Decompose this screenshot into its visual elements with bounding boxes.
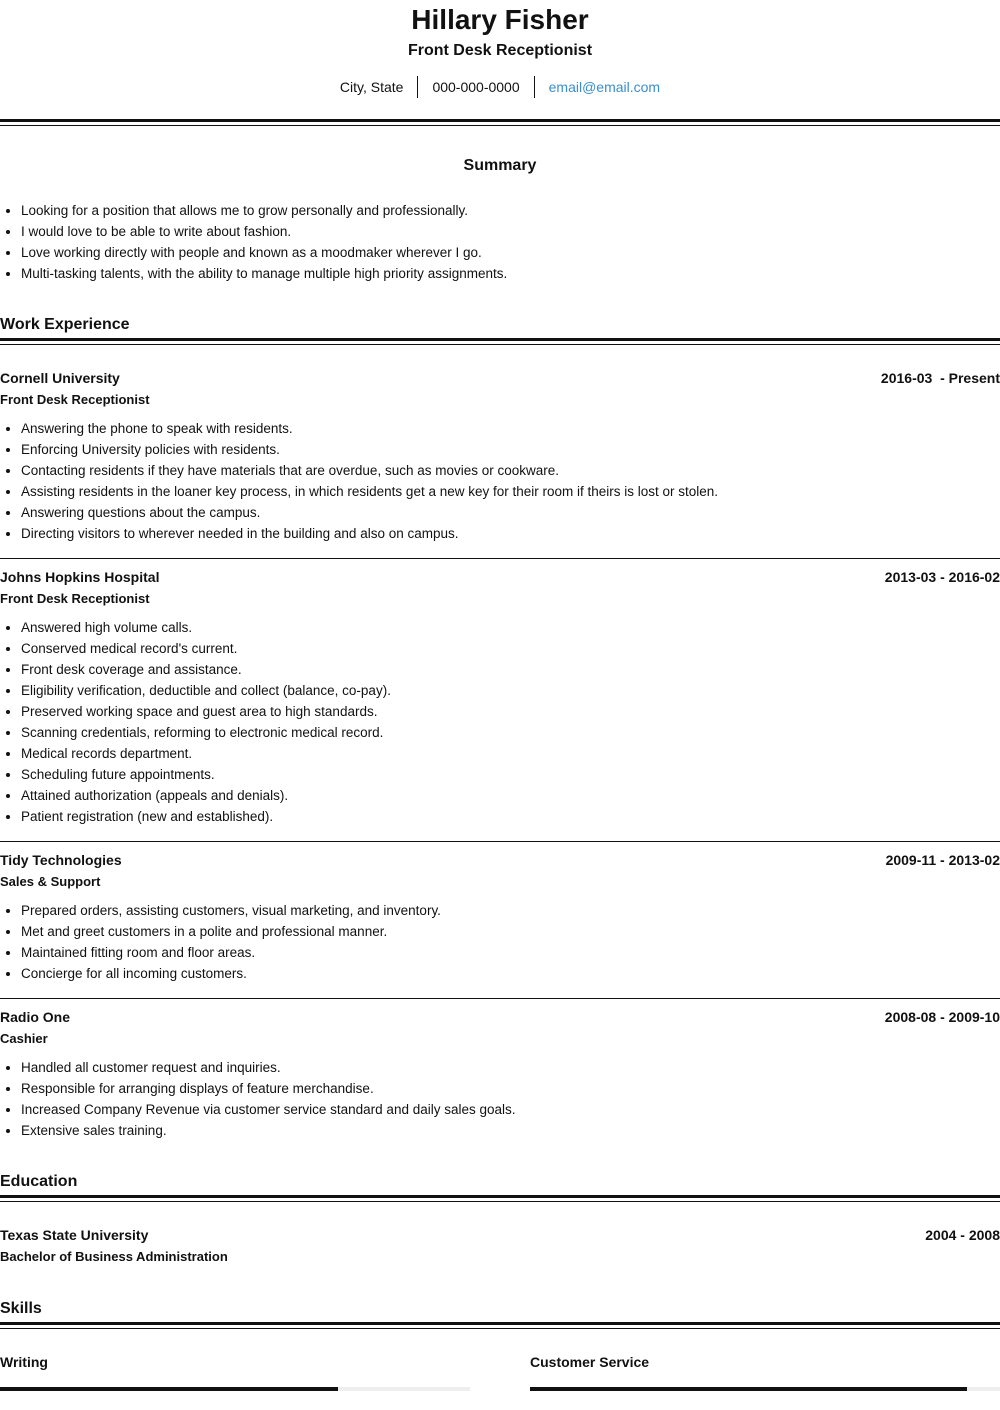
- job-role: Sales & Support: [0, 874, 101, 889]
- job-duty: • Answering questions about the campus.: [21, 502, 718, 523]
- job-duty: • Enforcing University policies with residents.: [21, 439, 718, 460]
- candidate-name: Hillary Fisher: [411, 4, 589, 35]
- education-degree: Bachelor of Business Administration: [0, 1249, 228, 1264]
- email-link[interactable]: email@email.com: [548, 79, 661, 95]
- job-duty: • Eligibility verification, deductible and collect (balance, co-pay).: [21, 680, 391, 701]
- summary-list: [21, 200, 507, 284]
- job-duty: • Scheduling future appointments.: [21, 764, 391, 785]
- job-duties-list: [21, 418, 718, 544]
- job-duty: • Maintained fitting room and floor areas.: [21, 942, 441, 963]
- candidate-title: Front Desk Receptionist: [407, 42, 593, 59]
- job-duty: • Increased Company Revenue via customer service standard and daily sales goals.: [21, 1099, 516, 1120]
- experience-divider: [0, 338, 1000, 345]
- job-role: Front Desk Receptionist: [0, 392, 150, 407]
- job-duties-list: [21, 1057, 516, 1141]
- job-organization: Johns Hopkins Hospital: [0, 569, 160, 585]
- summary-item: • Love working directly with people and known as a moodmaker wherever I go.: [21, 242, 507, 263]
- header-divider: [0, 119, 1000, 126]
- job-duty: • Contacting residents if they have materials that are overdue, such as movies or cookware.: [21, 460, 718, 481]
- job-duty: • Conserved medical record's current.: [21, 638, 391, 659]
- job-divider: [0, 841, 1000, 842]
- job-duty: • Preserved working space and guest area to high standards.: [21, 701, 391, 722]
- job-duty: • Directing visitors to wherever needed in the building and also on campus.: [21, 523, 718, 544]
- contact-row: [0, 76, 1000, 98]
- skill-bar-fill: [0, 1387, 338, 1391]
- job-organization: Tidy Technologies: [0, 852, 122, 868]
- job-duty: • Met and greet customers in a polite and professional manner.: [21, 921, 441, 942]
- skills-heading: Skills: [0, 1300, 42, 1317]
- job-duty: • Prepared orders, assisting customers, visual marketing, and inventory.: [21, 900, 441, 921]
- job-duty: • Medical records department.: [21, 743, 391, 764]
- job-dates: 2009-11 - 2013-02: [885, 852, 1000, 868]
- summary-item: • I would love to be able to write about fashion.: [21, 221, 507, 242]
- job-divider: [0, 558, 1000, 559]
- job-duty: • Assisting residents in the loaner key process, in which residents get a new key for their room if theirs is lost or stolen.: [21, 481, 718, 502]
- phone-text: 000-000-0000: [432, 79, 520, 95]
- experience-heading: Work Experience: [0, 316, 130, 333]
- skill-bar-customer-service: [530, 1387, 1000, 1391]
- job-dates: 2016-03 - Present: [880, 370, 1000, 386]
- job-duty: • Front desk coverage and assistance.: [21, 659, 391, 680]
- location-text: City, State: [339, 79, 404, 95]
- job-duty: • Responsible for arranging displays of feature merchandise.: [21, 1078, 516, 1099]
- job-duty: • Answered high volume calls.: [21, 617, 391, 638]
- job-organization: Radio One: [0, 1009, 71, 1025]
- summary-heading: Summary: [463, 157, 537, 174]
- education-school: Texas State University: [0, 1227, 149, 1243]
- education-heading: Education: [0, 1173, 78, 1190]
- education-dates: 2004 - 2008: [925, 1227, 1000, 1243]
- education-divider: [0, 1195, 1000, 1202]
- job-duty: • Concierge for all incoming customers.: [21, 963, 441, 984]
- job-duties-list: [21, 900, 441, 984]
- skill-name-writing: Writing: [0, 1354, 48, 1370]
- job-dates: 2008-08 - 2009-10: [884, 1009, 1000, 1025]
- skill-name-customer-service: Customer Service: [530, 1354, 650, 1370]
- job-role: Front Desk Receptionist: [0, 591, 150, 606]
- job-divider: [0, 998, 1000, 999]
- job-duty: • Attained authorization (appeals and denials).: [21, 785, 391, 806]
- job-duties-list: [21, 617, 391, 827]
- summary-item: • Multi-tasking talents, with the ability to manage multiple high priority assignments.: [21, 263, 507, 284]
- skills-divider: [0, 1322, 1000, 1329]
- job-role: Cashier: [0, 1031, 48, 1046]
- job-duty: • Patient registration (new and established).: [21, 806, 391, 827]
- job-duty: • Answering the phone to speak with residents.: [21, 418, 718, 439]
- job-duty: • Extensive sales training.: [21, 1120, 516, 1141]
- job-dates: 2013-03 - 2016-02: [884, 569, 1000, 585]
- job-organization: Cornell University: [0, 370, 120, 386]
- summary-item: • Looking for a position that allows me to grow personally and professionally.: [21, 200, 507, 221]
- job-duty: • Scanning credentials, reforming to electronic medical record.: [21, 722, 391, 743]
- skill-bar-fill: [530, 1387, 967, 1391]
- job-duty: • Handled all customer request and inquiries.: [21, 1057, 516, 1078]
- skill-bar-writing: [0, 1387, 470, 1391]
